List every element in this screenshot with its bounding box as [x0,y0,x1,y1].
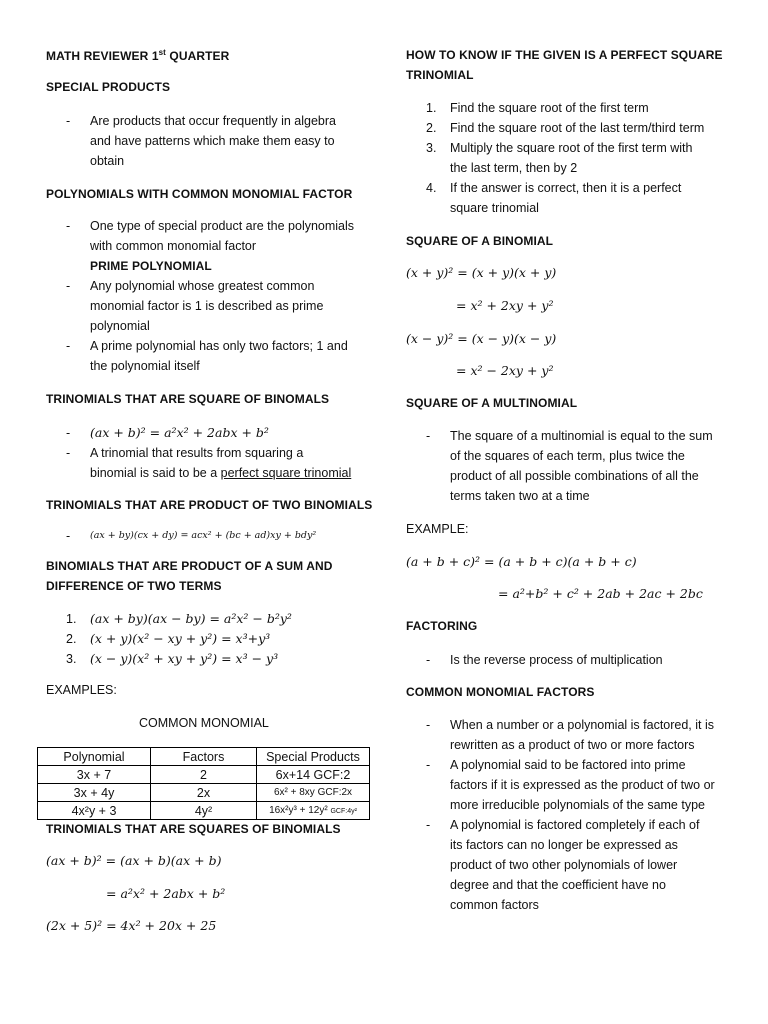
table-cell: 2 [151,766,257,784]
bullet-dash: - [66,279,71,293]
list-number: 2. [66,632,77,646]
table-cell: 4y² [151,802,257,820]
table-cell: 2x [151,784,257,802]
heading-square-multinomial: SQUARE OF A MULTINOMIAL [406,396,578,410]
cell-text: 16x²y³ + 12y² [269,805,328,816]
text-line: Any polynomial whose greatest common [90,279,315,293]
text-line: the last term, then by 2 [450,161,578,175]
examples-label: EXAMPLES: [46,683,117,697]
common-monomial-table [37,747,370,820]
formula: (ax + b)² = a²x² + 2abx + b² [90,425,269,440]
text-line: rewritten as a product of two or more factors [450,738,695,752]
formula: = x² + 2xy + y² [456,298,554,313]
table-row [38,802,370,820]
table-header: Polynomial [38,748,151,766]
text-line: monomial factor is 1 is described as prime [90,299,324,313]
table-row [38,784,370,802]
text-line: obtain [90,154,125,168]
cell-gcf: GCF:4y² [330,808,357,815]
formula: (x + y)(x² − xy + y²) = x³+y³ [90,631,271,646]
heading-factoring: FACTORING [406,619,478,633]
bullet-dash: - [66,446,71,460]
formula: = x² − 2xy + y² [456,363,554,378]
text-line: Are products that occur frequently in algebra [90,114,336,128]
formula: = a²x² + 2abx + b² [106,886,226,901]
formula: = a²+b² + c² + 2ab + 2ac + 2bc [498,586,703,601]
text-line: and have patterns which make them easy to [90,134,335,148]
text-line: Find the square root of the first term [450,101,649,115]
heading-prime-polynomial: PRIME POLYNOMIAL [90,259,212,273]
text-line: Find the square root of the last term/third term [450,121,705,135]
formula: (x − y)(x² + xy + y²) = x³ − y³ [90,651,279,666]
bullet-dash: - [426,718,431,732]
title-main: MATH REVIEWER 1 [46,49,159,63]
text-line [90,463,351,483]
heading-pst-l1: HOW TO KNOW IF THE GIVEN IS A PERFECT SQUARE [406,48,723,62]
text-line: If the answer is correct, then it is a perfect [450,181,682,195]
title-rest: QUARTER [165,49,230,63]
heading-special-products: SPECIAL PRODUCTS [46,80,171,94]
example-label: EXAMPLE: [406,522,469,536]
text-line: square trinomial [450,201,539,215]
text-line: The square of a multinomial is equal to the sum [450,429,713,443]
table-cell: 3x + 7 [38,766,151,784]
title-sup: st [158,48,166,57]
bullet-dash: - [426,758,431,772]
table-cell: 3x + 4y [38,784,151,802]
bullet-dash: - [66,529,71,543]
heading-pst-l2: TRINOMIAL [406,68,474,82]
list-number: 1. [426,101,437,115]
text-line: A polynomial is factored completely if each of [450,818,700,832]
underlined-term: perfect square trinomial [220,466,352,480]
formula: (x + y)² = (x + y)(x + y) [406,265,557,280]
heading-sum-difference-l1: BINOMIALS THAT ARE PRODUCT OF A SUM AND [46,559,333,573]
formula: (ax + by)(ax − by) = a²x² − b²y² [90,611,292,626]
text-line: degree and that the coefficient have no [450,878,666,892]
text-line: product of two other polynomials of lower [450,858,678,872]
table-cell: 4x²y + 3 [38,802,151,820]
formula: (x − y)² = (x − y)(x − y) [406,331,557,346]
list-number: 2. [426,121,437,135]
table-header: Factors [151,748,257,766]
bullet-dash: - [426,653,431,667]
text-line: One type of special product are the polynomials [90,219,355,233]
text-line: common factors [450,898,539,912]
bullet-dash: - [66,426,71,440]
text-line: Is the reverse process of multiplication [450,653,663,667]
bullet-dash: - [66,219,71,233]
text-line: terms taken two at a time [450,489,590,503]
table-header: Special Products [257,748,370,766]
text-line: of the squares of each term, plus twice the [450,449,685,463]
heading-common-monomial-factor: POLYNOMIALS WITH COMMON MONOMIAL FACTOR [46,187,353,201]
list-number: 3. [66,652,77,666]
text-line: A prime polynomial has only two factors; 1 and [90,339,348,353]
text-line: A trinomial that results from squaring a [90,446,304,460]
list-number: 1. [66,612,77,626]
formula: (ax + b)² = (ax + b)(ax + b) [46,853,222,868]
table-cell: 6x² + 8xy GCF:2x [257,784,370,802]
page-title [46,48,229,63]
heading-sum-difference-l2: DIFFERENCE OF TWO TERMS [46,579,222,593]
text-line: the polynomial itself [90,359,200,373]
text-line: polynomial [90,319,150,333]
list-number: 4. [426,181,437,195]
text-line: with common monomial factor [90,239,257,253]
table-title: COMMON MONOMIAL [139,716,269,730]
bullet-dash: - [426,818,431,832]
bullet-dash: - [426,429,431,443]
text-line: A polynomial said to be factored into prime [450,758,686,772]
table-cell: 6x+14 GCF:2 [257,766,370,784]
bullet-dash: - [66,114,71,128]
formula: (a + b + c)² = (a + b + c)(a + b + c) [406,554,637,569]
heading-square-binomial: SQUARE OF A BINOMIAL [406,234,554,248]
list-number: 3. [426,141,437,155]
heading-square-binomials: TRINOMIALS THAT ARE SQUARE OF BINOMALS [46,392,330,406]
table-row [38,766,370,784]
text-line: When a number or a polynomial is factored, it is [450,718,715,732]
text-line: its factors can no longer be expressed as [450,838,678,852]
bullet-dash: - [66,339,71,353]
heading-common-monomial-factors: COMMON MONOMIAL FACTORS [406,685,595,699]
heading-trinomial-squares: TRINOMIALS THAT ARE SQUARES OF BINOMIALS [46,822,341,836]
table-header-row [38,748,370,766]
text-part: binomial is said to be a [90,466,221,480]
text-line: more irreducible polynomials of the same type [450,798,705,812]
formula: (ax + by)(cx + dy) = acx² + (bc + ad)xy + bdy² [90,530,317,541]
text-line: product of all possible combinations of all the [450,469,699,483]
text-line: factors if it is expressed as the product of two or [450,778,715,792]
text-line: Multiply the square root of the first term with [450,141,693,155]
formula: (2x + 5)² = 4x² + 20x + 25 [46,918,217,933]
table-cell [257,802,370,820]
heading-product-two-binomials: TRINOMIALS THAT ARE PRODUCT OF TWO BINOMIALS [46,498,373,512]
